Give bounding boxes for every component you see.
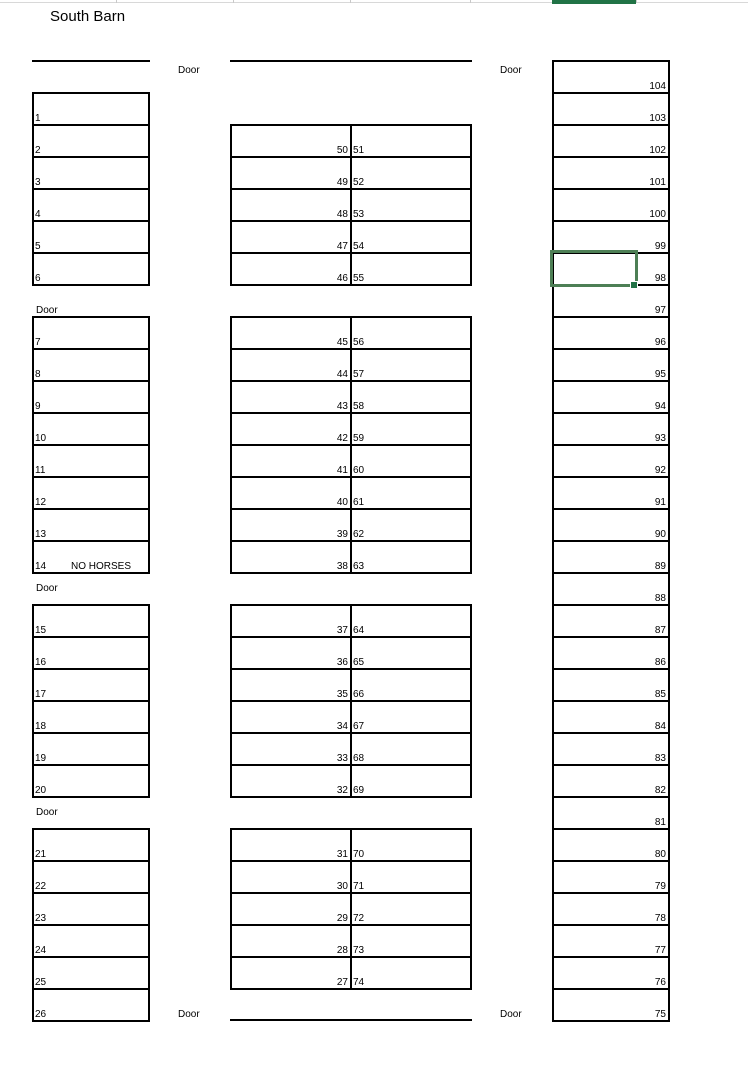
stall-number: 40 (336, 497, 348, 508)
stall-number: 62 (353, 529, 365, 540)
stall-right-90[interactable] (552, 508, 670, 542)
stall-number: 90 (654, 529, 666, 540)
stall-number: 69 (353, 785, 365, 796)
stall-number: 88 (654, 593, 666, 604)
stall-left-2[interactable] (32, 124, 150, 158)
stall-number: 78 (654, 913, 666, 924)
stall-center-left-38[interactable] (230, 540, 352, 574)
stall-right-80[interactable] (552, 828, 670, 862)
stall-number: 93 (654, 433, 666, 444)
stall-number: 56 (353, 337, 365, 348)
stall-number: 27 (336, 977, 348, 988)
stall-center-right-51[interactable] (350, 124, 472, 158)
stall-number: 63 (353, 561, 365, 572)
column-boundary (116, 0, 117, 3)
stall-number: 70 (353, 849, 365, 860)
stall-center-right-68[interactable] (350, 732, 472, 766)
stall-center-right-65[interactable] (350, 636, 472, 670)
stall-right-87[interactable] (552, 604, 670, 638)
stall-center-left-50[interactable] (230, 124, 352, 158)
stall-right-88[interactable] (552, 572, 670, 606)
stall-center-right-59[interactable] (350, 412, 472, 446)
stall-number: 101 (649, 177, 666, 188)
stall-number: 98 (654, 273, 666, 284)
stall-right-93[interactable] (552, 412, 670, 446)
stall-number: 1 (35, 113, 41, 124)
stall-left-19[interactable] (32, 732, 150, 766)
stall-number: 92 (654, 465, 666, 476)
stall-center-left-45[interactable] (230, 316, 352, 350)
stall-center-right-66[interactable] (350, 668, 472, 702)
stall-number: 45 (336, 337, 348, 348)
stall-number: 95 (654, 369, 666, 380)
stall-left-10[interactable] (32, 412, 150, 446)
stall-number: 46 (336, 273, 348, 284)
stall-number: 84 (654, 721, 666, 732)
stall-number: 18 (35, 721, 47, 732)
stall-center-left-39[interactable] (230, 508, 352, 542)
stall-center-left-47[interactable] (230, 220, 352, 254)
stall-center-right-60[interactable] (350, 444, 472, 478)
stall-left-11[interactable] (32, 444, 150, 478)
door-label-bottom-left: Door (178, 1009, 200, 1020)
stall-number: 66 (353, 689, 365, 700)
stall-number: 34 (336, 721, 348, 732)
stall-right-103[interactable] (552, 92, 670, 126)
door-label-left-2: Door (36, 583, 58, 594)
stall-left-16[interactable] (32, 636, 150, 670)
stall-center-left-31[interactable] (230, 828, 352, 862)
stall-left-22[interactable] (32, 860, 150, 894)
stall-number: 50 (336, 145, 348, 156)
stall-number: 29 (336, 913, 348, 924)
stall-number: 30 (336, 881, 348, 892)
stall-number: 89 (654, 561, 666, 572)
column-boundary (636, 0, 637, 3)
stall-number: 61 (353, 497, 365, 508)
stall-center-right-63[interactable] (350, 540, 472, 574)
stall-right-104[interactable] (552, 60, 670, 94)
stall-left-13[interactable] (32, 508, 150, 542)
stall-number: 55 (353, 273, 365, 284)
stall-left-14[interactable] (32, 540, 150, 574)
stall-number: 91 (654, 497, 666, 508)
stall-right-77[interactable] (552, 924, 670, 958)
stall-number: 86 (654, 657, 666, 668)
stall-note: NO HORSES (71, 561, 132, 572)
door-label-left-1: Door (36, 305, 58, 316)
stall-number: 26 (35, 1009, 47, 1020)
stall-right-82[interactable] (552, 764, 670, 798)
door-label-left-3: Door (36, 807, 58, 818)
stall-center-left-35[interactable] (230, 668, 352, 702)
stall-number: 58 (353, 401, 365, 412)
stall-number: 37 (336, 625, 348, 636)
stall-number: 10 (35, 433, 47, 444)
stall-number: 43 (336, 401, 348, 412)
stall-center-right-74[interactable] (350, 956, 472, 990)
stall-left-26[interactable] (32, 988, 150, 1022)
stall-number: 75 (654, 1009, 666, 1020)
stall-right-94[interactable] (552, 380, 670, 414)
stall-right-99[interactable] (552, 220, 670, 254)
fill-handle[interactable] (630, 281, 638, 289)
stall-center-left-44[interactable] (230, 348, 352, 382)
stall-center-left-46[interactable] (230, 252, 352, 286)
stall-center-right-71[interactable] (350, 860, 472, 894)
stall-number: 102 (649, 145, 666, 156)
stall-left-6[interactable] (32, 252, 150, 286)
stall-right-95[interactable] (552, 348, 670, 382)
stall-center-left-48[interactable] (230, 188, 352, 222)
stall-left-20[interactable] (32, 764, 150, 798)
stall-number: 73 (353, 945, 365, 956)
stall-number: 71 (353, 881, 365, 892)
stall-number: 67 (353, 721, 365, 732)
selected-cell[interactable] (550, 250, 638, 287)
stall-left-18[interactable] (32, 700, 150, 734)
stall-center-right-61[interactable] (350, 476, 472, 510)
stall-right-76[interactable] (552, 956, 670, 990)
stall-number: 2 (35, 145, 41, 156)
stall-center-right-54[interactable] (350, 220, 472, 254)
wall-top-left (32, 60, 150, 62)
stall-number: 9 (35, 401, 41, 412)
column-header-strip (0, 0, 748, 4)
stall-number: 47 (336, 241, 348, 252)
stall-right-97[interactable] (552, 284, 670, 318)
stall-left-15[interactable] (32, 604, 150, 638)
stall-number: 20 (35, 785, 47, 796)
stall-center-left-36[interactable] (230, 636, 352, 670)
stall-number: 54 (353, 241, 365, 252)
stall-number: 7 (35, 337, 41, 348)
stall-right-86[interactable] (552, 636, 670, 670)
stall-number: 74 (353, 977, 365, 988)
sheet-title: South Barn (50, 8, 126, 25)
stall-center-left-34[interactable] (230, 700, 352, 734)
stall-center-left-28[interactable] (230, 924, 352, 958)
stall-number: 52 (353, 177, 365, 188)
stall-right-100[interactable] (552, 188, 670, 222)
stall-number: 100 (649, 209, 666, 220)
stall-number: 25 (35, 977, 47, 988)
stall-number: 22 (35, 881, 47, 892)
stall-right-83[interactable] (552, 732, 670, 766)
stall-number: 53 (353, 209, 365, 220)
stall-center-left-49[interactable] (230, 156, 352, 190)
stall-center-right-67[interactable] (350, 700, 472, 734)
stall-center-right-70[interactable] (350, 828, 472, 862)
stall-left-24[interactable] (32, 924, 150, 958)
stall-number: 4 (35, 209, 41, 220)
stall-center-right-69[interactable] (350, 764, 472, 798)
stall-center-left-43[interactable] (230, 380, 352, 414)
stall-number: 39 (336, 529, 348, 540)
stall-left-12[interactable] (32, 476, 150, 510)
stall-number: 59 (353, 433, 365, 444)
stall-center-right-62[interactable] (350, 508, 472, 542)
stall-number: 35 (336, 689, 348, 700)
column-boundary (233, 0, 234, 3)
stall-number: 5 (35, 241, 41, 252)
stall-left-8[interactable] (32, 348, 150, 382)
stall-right-81[interactable] (552, 796, 670, 830)
stall-center-left-30[interactable] (230, 860, 352, 894)
column-boundary (350, 0, 351, 3)
stall-number: 49 (336, 177, 348, 188)
stall-number: 6 (35, 273, 41, 284)
stall-center-right-72[interactable] (350, 892, 472, 926)
stall-number: 57 (353, 369, 365, 380)
stall-left-23[interactable] (32, 892, 150, 926)
stall-center-right-53[interactable] (350, 188, 472, 222)
stall-number: 85 (654, 689, 666, 700)
stall-number: 68 (353, 753, 365, 764)
stall-center-left-41[interactable] (230, 444, 352, 478)
stall-right-85[interactable] (552, 668, 670, 702)
stall-number: 17 (35, 689, 47, 700)
stall-number: 33 (336, 753, 348, 764)
stall-number: 97 (654, 305, 666, 316)
stall-number: 65 (353, 657, 365, 668)
stall-left-21[interactable] (32, 828, 150, 862)
wall-top-center (230, 60, 472, 62)
stall-center-right-58[interactable] (350, 380, 472, 414)
stall-left-5[interactable] (32, 220, 150, 254)
stall-right-89[interactable] (552, 540, 670, 574)
stall-number: 83 (654, 753, 666, 764)
stall-center-left-40[interactable] (230, 476, 352, 510)
stall-number: 104 (649, 81, 666, 92)
stall-number: 87 (654, 625, 666, 636)
stall-center-left-33[interactable] (230, 732, 352, 766)
stall-left-7[interactable] (32, 316, 150, 350)
stall-number: 96 (654, 337, 666, 348)
stall-left-9[interactable] (32, 380, 150, 414)
stall-center-right-73[interactable] (350, 924, 472, 958)
stall-center-right-56[interactable] (350, 316, 472, 350)
stall-left-4[interactable] (32, 188, 150, 222)
stall-number: 41 (336, 465, 348, 476)
stall-number: 13 (35, 529, 47, 540)
stall-center-right-55[interactable] (350, 252, 472, 286)
stall-number: 3 (35, 177, 41, 188)
selected-column-indicator[interactable] (552, 0, 636, 4)
stall-center-left-27[interactable] (230, 956, 352, 990)
stall-left-3[interactable] (32, 156, 150, 190)
stall-number: 8 (35, 369, 41, 380)
stall-right-79[interactable] (552, 860, 670, 894)
stall-center-left-37[interactable] (230, 604, 352, 638)
stall-number: 94 (654, 401, 666, 412)
stall-number: 23 (35, 913, 47, 924)
stall-number: 14 (35, 561, 47, 572)
stall-number: 48 (336, 209, 348, 220)
stall-number: 28 (336, 945, 348, 956)
stall-number: 21 (35, 849, 47, 860)
wall-bottom-center (230, 1019, 472, 1021)
stall-number: 36 (336, 657, 348, 668)
stall-center-right-64[interactable] (350, 604, 472, 638)
stall-number: 79 (654, 881, 666, 892)
stall-number: 15 (35, 625, 47, 636)
door-label-top-left: Door (178, 65, 200, 76)
stall-center-left-32[interactable] (230, 764, 352, 798)
stall-number: 80 (654, 849, 666, 860)
stall-number: 44 (336, 369, 348, 380)
stall-right-78[interactable] (552, 892, 670, 926)
stall-number: 19 (35, 753, 47, 764)
stall-right-75[interactable] (552, 988, 670, 1022)
stall-right-102[interactable] (552, 124, 670, 158)
stall-number: 16 (35, 657, 47, 668)
stall-right-84[interactable] (552, 700, 670, 734)
door-label-bottom-right: Door (500, 1009, 522, 1020)
stall-number: 64 (353, 625, 365, 636)
stall-center-left-42[interactable] (230, 412, 352, 446)
stall-number: 82 (654, 785, 666, 796)
stall-left-1[interactable] (32, 92, 150, 126)
stall-number: 60 (353, 465, 365, 476)
stall-number: 76 (654, 977, 666, 988)
stall-number: 38 (336, 561, 348, 572)
door-label-top-right: Door (500, 65, 522, 76)
stall-right-96[interactable] (552, 316, 670, 350)
stall-number: 81 (654, 817, 666, 828)
column-boundary (470, 0, 471, 3)
stall-left-25[interactable] (32, 956, 150, 990)
stall-number: 24 (35, 945, 47, 956)
stall-number: 72 (353, 913, 365, 924)
stall-number: 99 (654, 241, 666, 252)
stall-left-17[interactable] (32, 668, 150, 702)
stall-number: 42 (336, 433, 348, 444)
stall-right-91[interactable] (552, 476, 670, 510)
stall-number: 31 (336, 849, 348, 860)
stall-number: 11 (35, 465, 46, 476)
stall-center-left-29[interactable] (230, 892, 352, 926)
stall-center-right-52[interactable] (350, 156, 472, 190)
stall-right-101[interactable] (552, 156, 670, 190)
stall-number: 103 (649, 113, 666, 124)
stall-right-92[interactable] (552, 444, 670, 478)
stall-number: 12 (35, 497, 47, 508)
stall-number: 51 (353, 145, 365, 156)
stall-number: 32 (336, 785, 348, 796)
stall-center-right-57[interactable] (350, 348, 472, 382)
stall-number: 77 (654, 945, 666, 956)
